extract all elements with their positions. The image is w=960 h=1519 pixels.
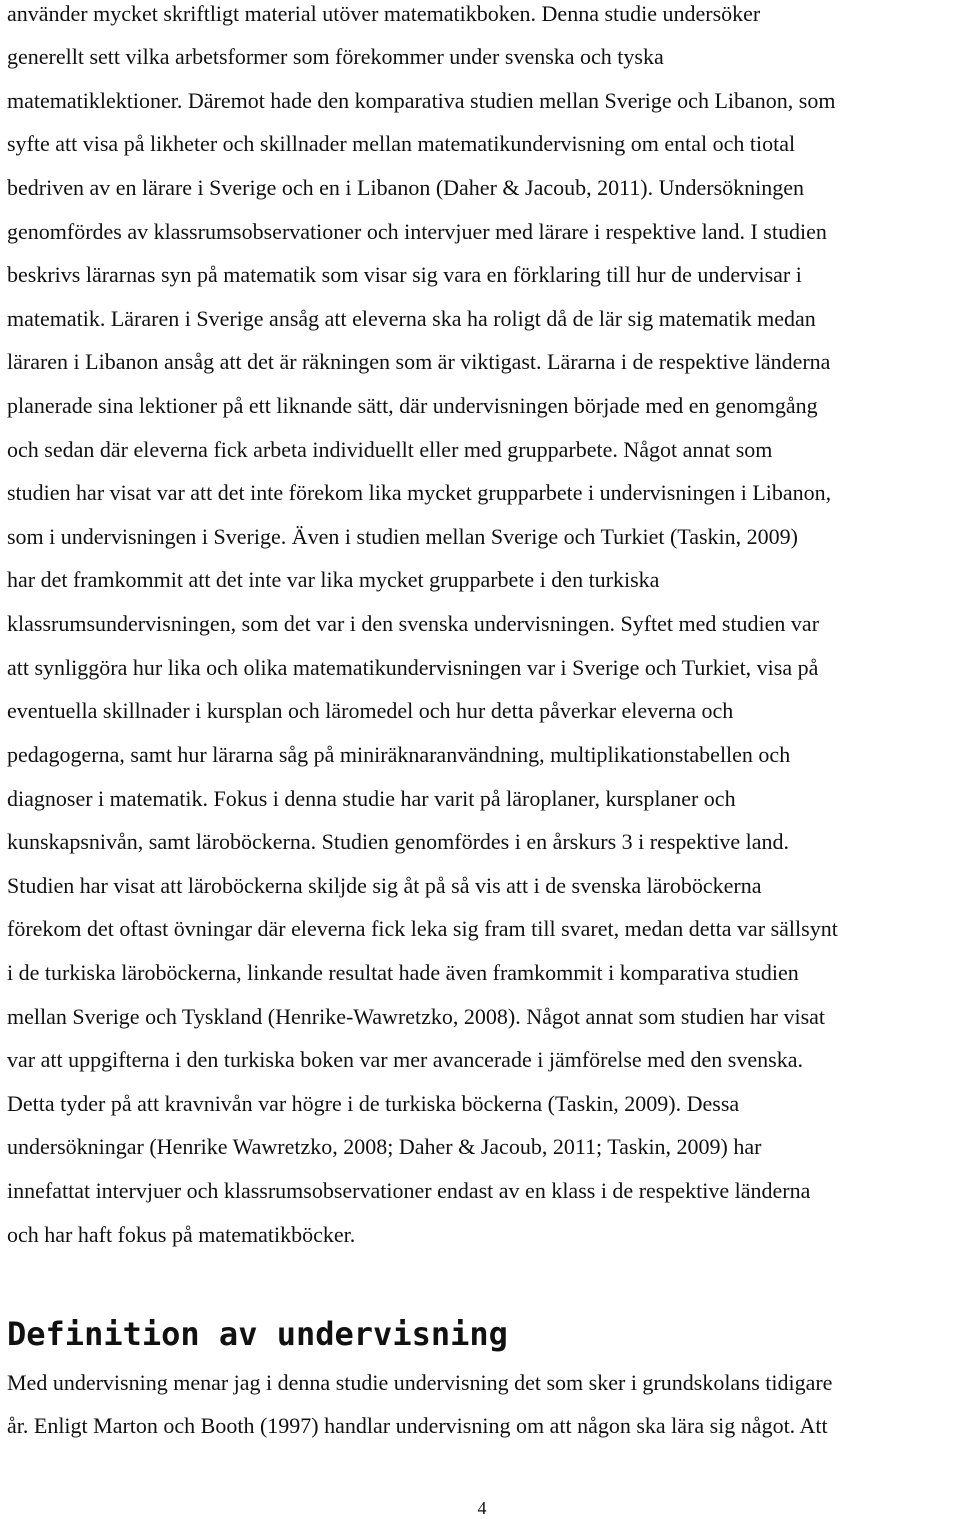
body-line: bedriven av en lärare i Sverige och en i Libanon (Daher & Jacoub, 2011). Undersökningen bbox=[7, 175, 805, 200]
body-line: som i undervisningen i Sverige. Även i studien mellan Sverige och Turkiet (Taskin, 2009) bbox=[7, 524, 798, 549]
body-line: eventuella skillnader i kursplan och läromedel och hur detta påverkar eleverna och bbox=[7, 698, 734, 723]
body-line: generellt sett vilka arbetsformer som förekommer under svenska och tyska bbox=[7, 44, 664, 69]
body-line: använder mycket skriftligt material utöver matematikboken. Denna studie undersöker bbox=[7, 1, 761, 26]
body-line: i de turkiska läroböckerna, linkande resultat hade även framkommit i komparativa studien bbox=[7, 960, 799, 985]
body-line: undersökningar (Henrike Wawretzko, 2008; Daher & Jacoub, 2011; Taskin, 2009) har bbox=[7, 1134, 762, 1159]
body-line: planerade sina lektioner på ett liknande sätt, där undervisningen började med en genomgång bbox=[7, 393, 818, 418]
section-body-line: år. Enligt Marton och Booth (1997) handlar undervisning om att någon ska lära sig något. Att bbox=[7, 1413, 828, 1438]
body-line: läraren i Libanon ansåg att det är räkningen som är viktigast. Lärarna i de respektive länderna bbox=[7, 349, 831, 374]
body-line: var att uppgifterna i den turkiska boken var mer avancerade i jämförelse med den svenska. bbox=[7, 1047, 803, 1072]
body-line: diagnoser i matematik. Fokus i denna studie har varit på läroplaner, kursplaner och bbox=[7, 786, 736, 811]
body-line: pedagogerna, samt hur lärarna såg på miniräknaranvändning, multiplikationstabellen och bbox=[7, 742, 791, 767]
body-line: matematiklektioner. Däremot hade den komparativa studien mellan Sverige och Libanon, som bbox=[7, 88, 836, 113]
page-number: 4 bbox=[477, 1498, 487, 1518]
body-line: att synliggöra hur lika och olika matematikundervisningen var i Sverige och Turkiet, visa på bbox=[7, 655, 819, 680]
body-line: innefattat intervjuer och klassrumsobservationer endast av en klass i de respektive länderna bbox=[7, 1178, 811, 1203]
body-line: Detta tyder på att kravnivån var högre i de turkiska böckerna (Taskin, 2009). Dessa bbox=[7, 1091, 740, 1116]
body-line: mellan Sverige och Tyskland (Henrike-Wawretzko, 2008). Något annat som studien har visat bbox=[7, 1004, 826, 1029]
body-line: Studien har visat att läroböckerna skiljde sig åt på så vis att i de svenska läroböckerna bbox=[7, 873, 762, 898]
body-line: syfte att visa på likheter och skillnader mellan matematikundervisning om ental och tiotal bbox=[7, 131, 796, 156]
body-line: och sedan där eleverna fick arbeta individuellt eller med grupparbete. Något annat som bbox=[7, 437, 773, 462]
body-line: och har haft fokus på matematikböcker. bbox=[7, 1222, 356, 1247]
section-body-line: Med undervisning menar jag i denna studie undervisning det som sker i grundskolans tidigare bbox=[7, 1370, 833, 1395]
body-line: har det framkommit att det inte var lika mycket grupparbete i den turkiska bbox=[7, 567, 660, 592]
body-line: klassrumsundervisningen, som det var i den svenska undervisningen. Syftet med studien var bbox=[7, 611, 820, 636]
body-line: kunskapsnivån, samt läroböckerna. Studien genomfördes i en årskurs 3 i respektive land. bbox=[7, 829, 790, 854]
body-line: matematik. Läraren i Sverige ansåg att eleverna ska ha roligt då de lär sig matematik medan bbox=[7, 306, 816, 331]
body-line: genomfördes av klassrumsobservationer och intervjuer med lärare i respektive land. I studien bbox=[7, 219, 827, 244]
body-line: beskrivs lärarnas syn på matematik som visar sig vara en förklaring till hur de undervisar i bbox=[7, 262, 802, 287]
body-line: studien har visat var att det inte förekom lika mycket grupparbete i undervisningen i Libanon, bbox=[7, 480, 832, 505]
body-line: förekom det oftast övningar där eleverna fick leka sig fram till svaret, medan detta var sällsynt bbox=[7, 916, 838, 941]
section-heading: Definition av undervisning bbox=[7, 1315, 508, 1353]
